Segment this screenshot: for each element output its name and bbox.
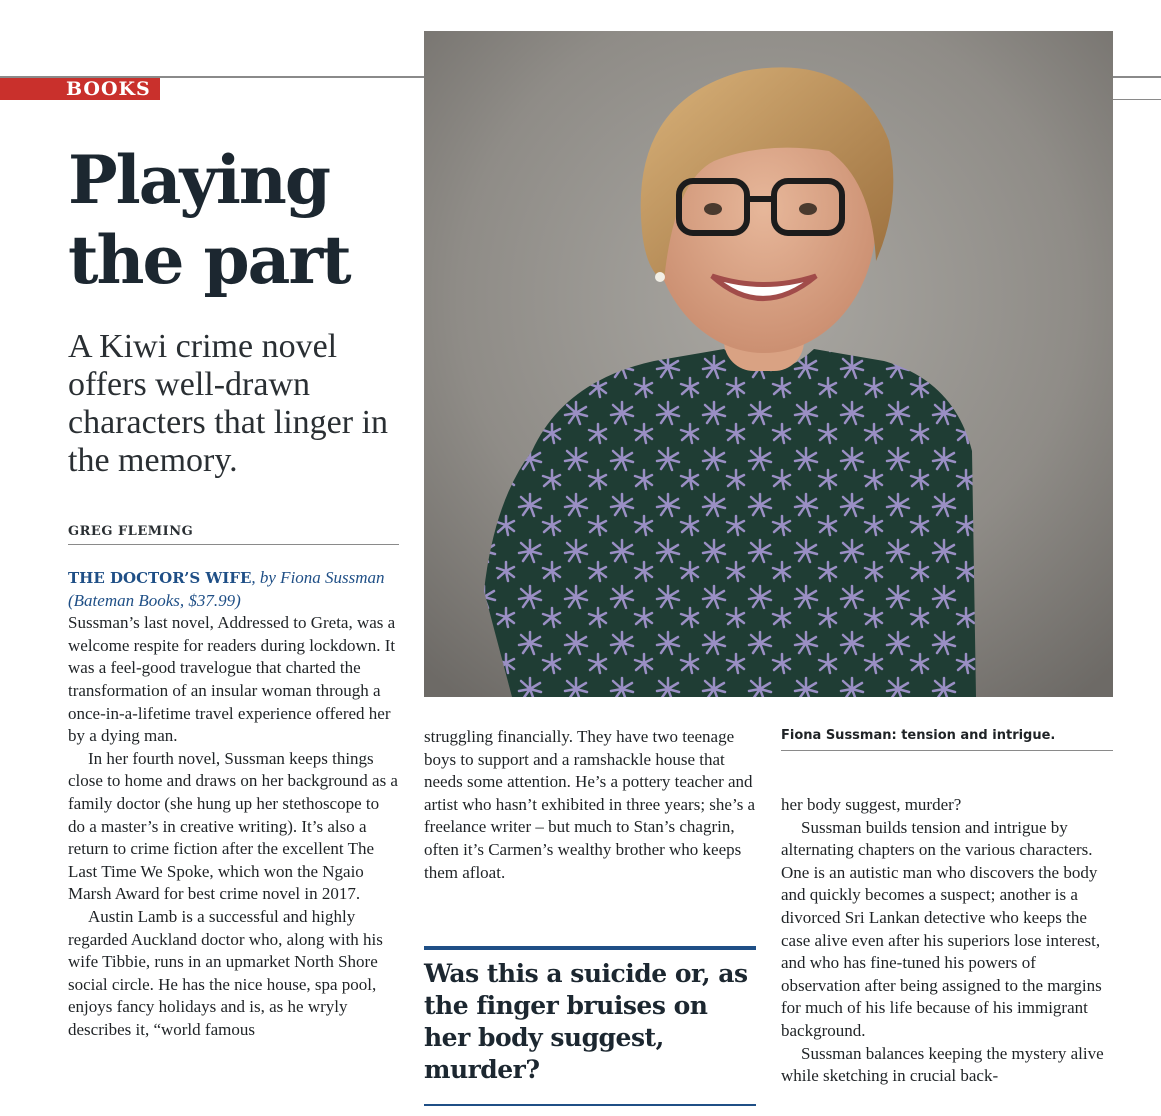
- article-column-2: [424, 726, 756, 884]
- photo-caption: Fiona Sussman: tension and intrigue.: [781, 728, 1056, 743]
- book-title: THE DOCTOR’S WIFE: [68, 569, 252, 587]
- book-details: [68, 567, 400, 612]
- paragraph: In her fourth novel, Sussman keeps things close to home and draws on her background as a family doctor (she hung up her stethoscope to do a master’s in creative writing). It’s also a return to crime fiction after the excellent The Last Time We Spoke, which won the Ngaio Marsh Award for best crime novel in 2017.: [68, 748, 398, 904]
- top-rule-right: [1113, 76, 1161, 78]
- headline: [68, 140, 408, 300]
- paragraph: Sussman builds tension and intrigue by alternating chapters on the various characters. One is an autistic man who discovers the body and quickly becomes a suspect; another is a divorced Sri Lankan detective who keeps the case alive even after his superiors lose interest, and who has fine-tuned his powers of observation after being assigned to the margins for much of his life because of his immigrant background.: [781, 817, 1102, 1040]
- author-photo: [424, 31, 1113, 697]
- book-publisher: (Bateman Books, $37.99): [68, 590, 241, 610]
- article-column-1: [68, 567, 400, 1041]
- paragraph: Sussman balances keeping the mystery alive while sketching in crucial back-: [781, 1043, 1104, 1086]
- section-tag: BOOKS: [0, 78, 160, 100]
- headline-line-2: the part: [68, 221, 350, 299]
- book-author: , by Fiona Sussman: [251, 568, 385, 587]
- author-photo-illustration: [424, 31, 1113, 697]
- paragraph: struggling financially. They have two teenage boys to support and a ramshackle house that needs some attention. He’s a pottery teacher and artist who hasn’t exhibited in three years; she’s a freelance writer – but much to Stan’s chagrin, often it’s Carmen’s wealthy brother who keeps them afloat.: [424, 727, 756, 882]
- byline-rule: [68, 544, 399, 545]
- byline: GREG FLEMING: [68, 524, 194, 539]
- paragraph: her body suggest, murder?: [781, 795, 962, 814]
- pull-quote-rule-bottom: [424, 1104, 756, 1106]
- headline-line-1: Playing: [68, 141, 330, 219]
- article-column-3: [781, 794, 1113, 1088]
- paragraph: Sussman’s last novel, Addressed to Greta, was a welcome respite for readers during lockdown. It was a feel-good travelogue that charted the transformation of an insular woman through a once-in-a-lifetime travel experience offered her by a dying man.: [68, 613, 396, 746]
- standfirst: A Kiwi crime novel offers well-drawn characters that linger in the memory.: [68, 328, 389, 479]
- caption-rule: [781, 750, 1113, 751]
- paragraph: Austin Lamb is a successful and highly regarded Auckland doctor who, along with his wife Tibbie, runs in an upmarket North Shore social circle. He has the nice house, spa pool, enjoys fancy holidays and is, as he wryly describes it, “world famous: [68, 906, 383, 1039]
- top-rule-right-lower: [1113, 99, 1161, 100]
- pull-quote-rule: [424, 946, 756, 950]
- pull-quote: Was this a suicide or, as the finger bruises on her body suggest, murder?: [424, 959, 748, 1084]
